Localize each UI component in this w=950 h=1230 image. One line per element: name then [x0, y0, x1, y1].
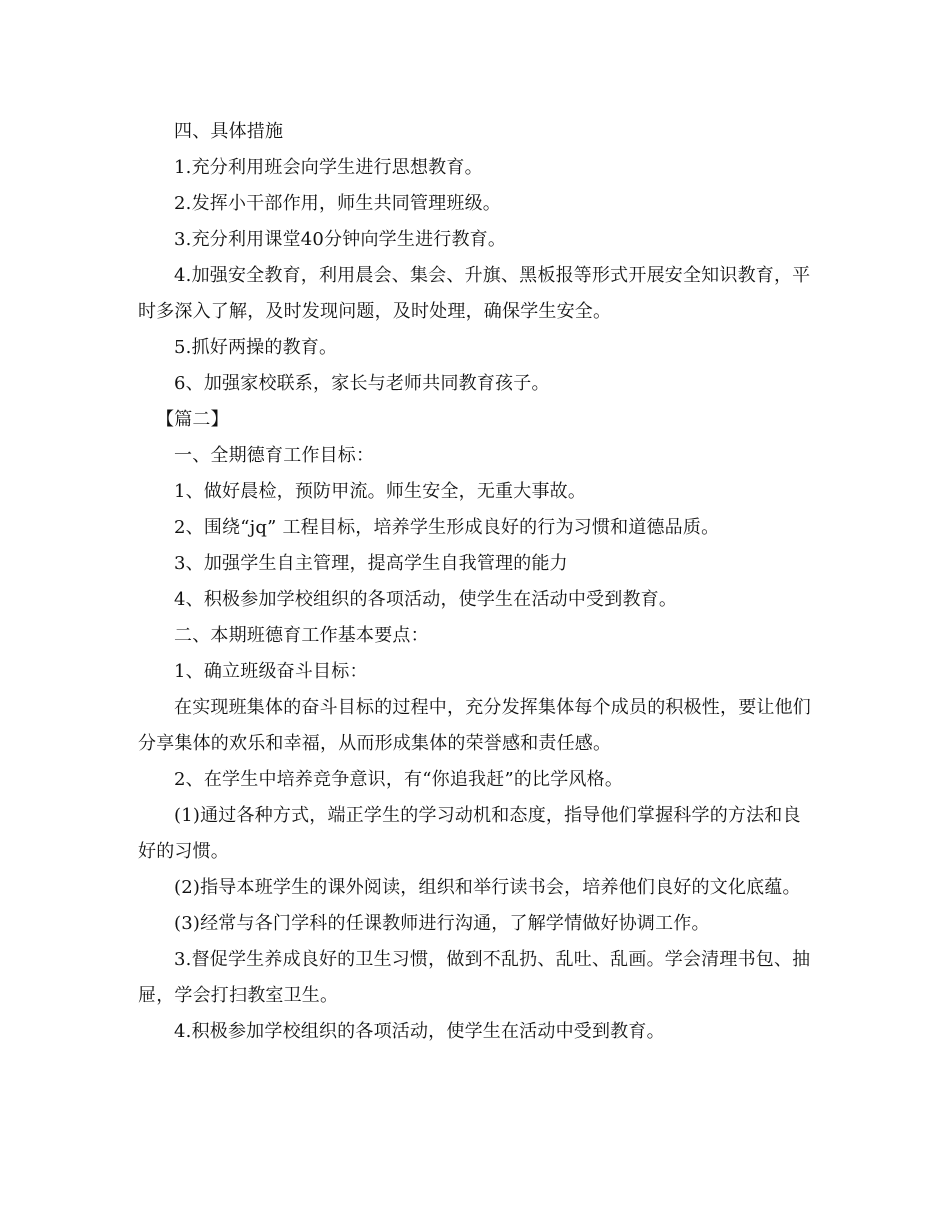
sub-list-item: (1)通过各种方式，端正学生的学习动机和态度，指导他们掌握科学的方法和良好的习惯。 [138, 805, 801, 862]
sub-list-item: (2)指导本班学生的课外阅读，组织和举行读书会，培养他们良好的文化底蕴。 [174, 877, 801, 898]
list-item: 1、做好晨检，预防甲流。师生安全，无重大事故。 [174, 481, 587, 502]
list-item: 2、围绕“jq” 工程目标，培养学生形成良好的行为习惯和道德品质。 [174, 517, 720, 538]
sub-list-item: (3)经常与各门学科的任课教师进行沟通，了解学情做好协调工作。 [174, 913, 710, 934]
section-heading-measures: 四、具体措施 [174, 121, 284, 142]
list-item: 6、加强家校联系，家长与老师共同教育孩子。 [174, 373, 550, 394]
list-item: 5.抓好两操的教育。 [174, 337, 338, 358]
section-heading-key-points: 二、本期班德育工作基本要点： [174, 625, 429, 646]
list-item: 3.督促学生养成良好的卫生习惯，做到不乱扔、乱吐、乱画。学会清理书包、抽屉，学会打扫教室卫生。 [138, 949, 811, 1006]
body-paragraph: 在实现班集体的奋斗目标的过程中，充分发挥集体每个成员的积极性，要让他们分享集体的欢乐和幸福，从而形成集体的荣誉感和责任感。 [138, 697, 811, 754]
list-item: 3.充分利用课堂40分钟向学生进行教育。 [174, 229, 507, 250]
list-item: 1、确立班级奋斗目标： [174, 661, 368, 682]
list-item: 3、加强学生自主管理，提高学生自我管理的能力 [174, 553, 568, 574]
list-item: 2、在学生中培养竞争意识，有“你追我赶”的比学风格。 [174, 769, 624, 790]
list-item: 4、积极参加学校组织的各项活动，使学生在活动中受到教育。 [174, 589, 678, 610]
list-item: 2.发挥小干部作用，师生共同管理班级。 [174, 193, 501, 214]
list-item: 4.积极参加学校组织的各项活动，使学生在活动中受到教育。 [174, 1021, 665, 1042]
section-heading-goals: 一、全期德育工作目标： [174, 445, 375, 466]
part-two-heading: 【篇二】 [156, 409, 229, 430]
list-item: 1.充分利用班会向学生进行思想教育。 [174, 157, 483, 178]
document-body [138, 114, 818, 1050]
list-item: 4.加强安全教育，利用晨会、集会、升旗、黑板报等形式开展安全知识教育，平时多深入了解，及时发现问题，及时处理，确保学生安全。 [138, 265, 811, 322]
